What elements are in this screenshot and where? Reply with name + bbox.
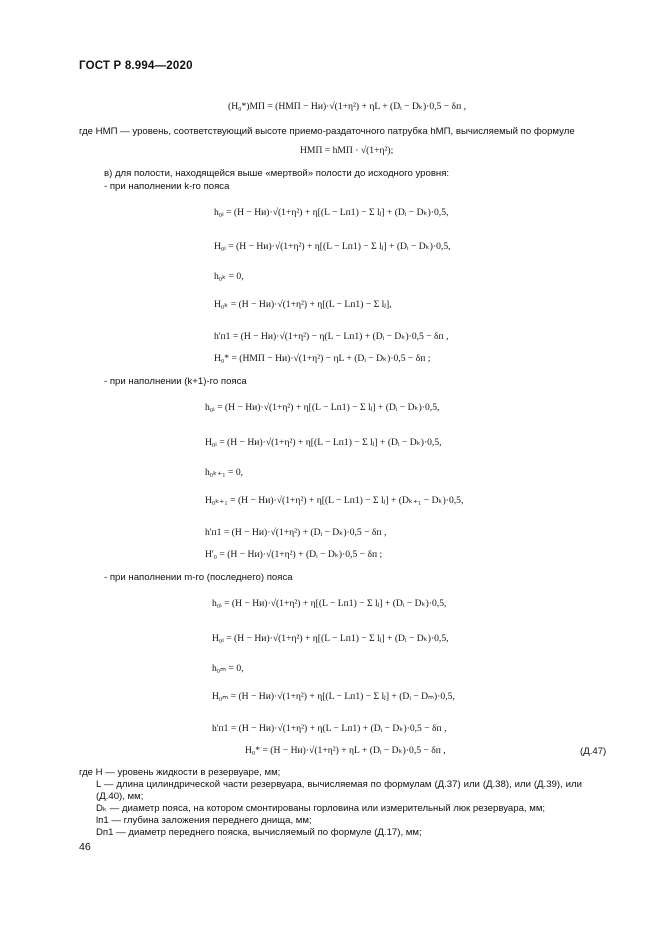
formula-h0-mp <box>228 100 466 114</box>
eq-m-4: H₀ₘ = (H − Hи)·√(1+η²) + η[(L − Lп1) − Σ lⱼ] + (Dᵢ − Dₘ)·0,5, <box>212 691 455 702</box>
eq-m-1: h₀ᵢ = (H − Hи)·√(1+η²) + η[(L − Lп1) − Σ lⱼ] + (Dᵢ − Dₖ)·0,5, <box>212 598 447 609</box>
eq-k1-6: H'₀ = (H − Hи)·√(1+η²) + (Dᵢ − Dₖ)·0,5 − δп ; <box>205 549 383 560</box>
eq-k-5: h'п1 = (H − Hи)·√(1+η²) − η(L − Lп1) + (Dᵢ − Dₖ)·0,5 − δп , <box>214 331 449 342</box>
eq-k1-5: h'п1 = (H − Hи)·√(1+η²) + (Dᵢ − Dₖ)·0,5 − δп , <box>205 527 387 538</box>
subcase-k1-heading: - при наполнении (k+1)-го пояса <box>104 376 247 387</box>
def-h: где H — уровень жидкости в резервуаре, мм; <box>79 767 281 778</box>
eq-m-5: h'п1 = (H − Hи)·√(1+η²) + η(L − Lп1) + (Dᵢ − Dₖ)·0,5 − δп , <box>212 723 447 734</box>
eq-k1-2: H₀ᵢ = (H − Hи)·√(1+η²) + η[(L − Lп1) − Σ lⱼ] + (Dᵢ − Dₖ)·0,5, <box>205 437 442 448</box>
def-ln1: lп1 — глубина заложения переднего днища, мм; <box>96 815 312 826</box>
def-dn1: Dп1 — диаметр переднего пояска, вычисляемый по формуле (Д.17), мм; <box>96 827 422 838</box>
subcase-m-heading: - при наполнении m-го (последнего) пояса <box>104 572 293 583</box>
equation-number: (Д.47) <box>580 746 607 757</box>
eq-k-3: h₀ₖ = 0, <box>214 271 244 282</box>
formula-text: HМП = hМП · √(1+η²); <box>300 145 394 156</box>
def-dk: Dₖ — диаметр пояса, на котором смонтированы горловина или измерительный люк резервуара, мм; <box>96 803 546 814</box>
eq-k1-1: h₀ᵢ = (H − Hи)·√(1+η²) + η[(L − Lп1) − Σ lⱼ] + (Dᵢ − Dₖ)·0,5, <box>205 402 440 413</box>
eq-k1-3: h₀ₖ₊₁ = 0, <box>205 467 244 478</box>
eq-k-4: H₀ₖ = (H − Hи)·√(1+η²) + η[(L − Lп1) − Σ lⱼ], <box>214 299 392 310</box>
eq-k-1: h₀ᵢ = (H − Hи)·√(1+η²) + η[(L − Lп1) − Σ lⱼ] + (Dᵢ − Dₖ)·0,5, <box>214 207 449 218</box>
eq-m-6: H₀* = (H − Hи)·√(1+η²) + ηL + (Dᵢ − Dₖ)·0,5 − δп , <box>245 745 446 756</box>
def-l: L — длина цилиндрической части резервуара, вычисляемая по формулам (Д.37) или (Д.38), или (Д.39), или (Д.40), мм; <box>96 779 582 802</box>
eq-m-3: h₀ₘ = 0, <box>212 663 244 674</box>
eq-k-6: H₀* = (HМП − Hи)·√(1+η²) − ηL + (Dᵢ − Dₖ)·0,5 − δп ; <box>214 353 431 364</box>
document-header: ГОСТ Р 8.994—2020 <box>79 60 193 72</box>
formula-text: (H₀*)МП = (HМП − Hи)·√(1+η²) + ηL + (Dᵢ − Dₖ)·0,5 − δп , <box>228 101 467 112</box>
page-number: 46 <box>79 841 91 853</box>
formula-hmp <box>300 144 393 158</box>
eq-k1-4: H₀ₖ₊₁ = (H − Hи)·√(1+η²) + η[(L − Lп1) − Σ lⱼ] + (Dₖ₊₁ − Dₖ)·0,5, <box>205 495 464 506</box>
eq-m-2: H₀ᵢ = (H − Hи)·√(1+η²) + η[(L − Lп1) − Σ lⱼ] + (Dᵢ − Dₖ)·0,5, <box>212 633 449 644</box>
case-c-heading: в) для полости, находящейся выше «мертвой» полости до исходного уровня: <box>104 168 450 179</box>
subcase-k-heading: - при наполнении k-го пояса <box>104 181 230 192</box>
hmp-definition: где HМП — уровень, соответствующий высоте приемо-раздаточного патрубка hМП, вычисляемый по формуле <box>79 126 575 137</box>
eq-k-2: H₀ᵢ = (H − Hи)·√(1+η²) + η[(L − Lп1) − Σ lⱼ] + (Dᵢ − Dₖ)·0,5, <box>214 241 451 252</box>
